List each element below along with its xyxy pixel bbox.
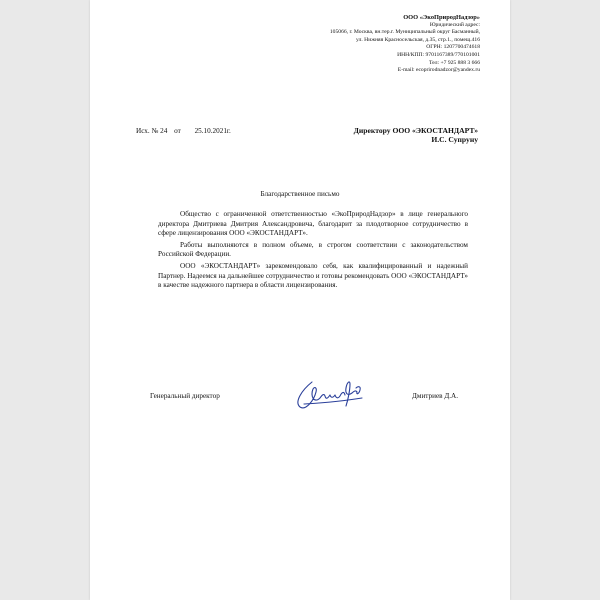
letterhead-line: E-mail: ecoprirodnadzor@yandex.ru xyxy=(397,67,480,74)
letter-page xyxy=(90,0,510,600)
body-paragraph: ООО «ЭКОСТАНДАРТ» зарекомендовало себя, как квалифицированный и надежный Партнер. Надеемся на дальнейшее сотрудничество и готовы рекомендовать ООО «ЭКОСТАНДАРТ» в качестве надежного партнера в области лицензирования. xyxy=(158,261,468,290)
signatory-name: Дмитриев Д.А. xyxy=(412,392,459,400)
outgoing-from-word: от xyxy=(174,127,181,135)
handwritten-signature xyxy=(290,376,370,416)
signatory-position: Генеральный директор xyxy=(150,392,220,400)
outgoing-number: 24 xyxy=(160,127,168,135)
letter-title: Благодарственное письмо xyxy=(260,190,340,198)
outgoing-date: 25.10.2021г. xyxy=(194,127,231,135)
letterhead-line: Тел: +7 925 888 3 666 xyxy=(429,59,480,66)
body-paragraph: Работы выполняются в полном объеме, в строгом соответствии с законодательством Российской Федерации. xyxy=(158,240,468,259)
letterhead-line: ИНН/КПП: 9701167389/770101001 xyxy=(397,51,480,58)
outgoing-label: Исх. № xyxy=(136,127,159,135)
letterhead-line: Юридический адрес: xyxy=(429,21,480,28)
letterhead-line: ОГРН: 1207700474618 xyxy=(426,44,480,51)
recipient-title: Директору ООО «ЭКОСТАНДАРТ» xyxy=(353,126,478,135)
letterhead-line: 105066, г. Москва, вн.тер.г. Муниципальный округ Басманный, xyxy=(329,29,480,36)
letterhead-line: ул. Нижняя Красносельская, д.35, стр.1., помещ.416 xyxy=(356,36,480,43)
outgoing-reference xyxy=(136,127,231,135)
letterhead xyxy=(330,14,480,75)
letter-body xyxy=(158,210,468,293)
recipient-block xyxy=(354,126,478,144)
body-paragraph: Общество с ограниченной ответственностью «ЭкоПриродНадзор» в лице генерального директора Дмитриева Дмитрия Александровича, благодарит за плодотворное сотрудничество в сфере лицензирования ООО «ЭКОСТАНДАРТ». xyxy=(158,210,468,238)
recipient-name: И.С. Супруну xyxy=(431,135,478,144)
letterhead-company: ООО «ЭкоПриродНадзор» xyxy=(403,14,480,21)
